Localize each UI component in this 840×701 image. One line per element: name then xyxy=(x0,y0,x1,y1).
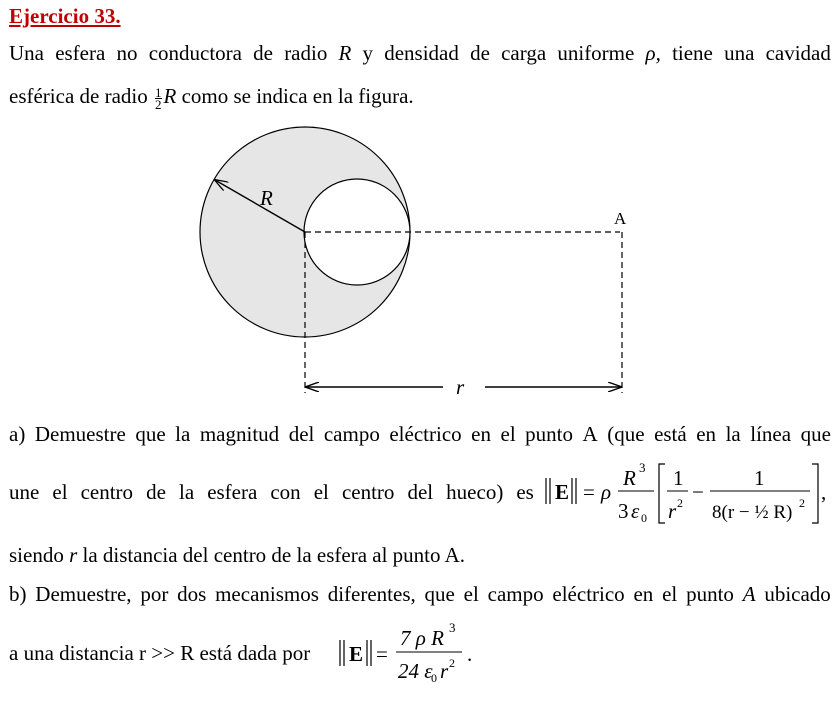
formula-a-R: R xyxy=(623,466,636,490)
part-b-line-2-text: a una distancia r >> R está dada por xyxy=(9,641,311,665)
intro-word: carga xyxy=(501,41,547,65)
part-a-word: con xyxy=(270,480,301,504)
part-b-word: ubicado xyxy=(764,582,831,606)
part-a-word: línea xyxy=(750,422,792,446)
formula-a-r-exp: 2 xyxy=(677,496,683,510)
part-b-word: Demuestre, xyxy=(35,582,132,606)
intro-word: Una xyxy=(9,41,44,65)
distance-variable: r xyxy=(69,543,78,567)
formula-a-eps: ε xyxy=(631,499,640,523)
intro-word: conductora xyxy=(148,41,242,65)
formula-a-R-exp: 3 xyxy=(639,460,646,475)
formula-b-den-r: r xyxy=(440,659,449,683)
intro-word: de xyxy=(253,41,273,65)
formula-a-minus: − xyxy=(692,480,704,504)
part-b-word: campo xyxy=(487,582,544,606)
part-b-word: el xyxy=(463,582,479,606)
intro-word: una xyxy=(724,41,755,65)
part-a-word: magnitud xyxy=(199,422,280,446)
formula-a-r: r xyxy=(668,499,677,523)
formula-a-eps-sub: 0 xyxy=(641,511,647,525)
part-a-word: del xyxy=(407,480,434,504)
formula-a-one1: 1 xyxy=(673,466,684,490)
part-b-word: mecanismos xyxy=(215,582,319,606)
formula-b-num-exp: 3 xyxy=(449,620,456,635)
intro-word: densidad xyxy=(384,41,459,65)
formula-b-period: . xyxy=(467,642,473,666)
part-a-word: Demuestre xyxy=(34,422,126,446)
part-a-line-3-start: siendo xyxy=(9,543,64,567)
formula-a-equals: = xyxy=(583,480,595,504)
part-a-word: está xyxy=(654,422,687,446)
label-r: r xyxy=(456,375,465,399)
formula-b-den-sub: 0 xyxy=(431,671,437,685)
part-a-word: el xyxy=(313,480,329,504)
radius-variable: R xyxy=(163,84,177,108)
formula-a-three: 3 xyxy=(618,499,629,523)
part-a-word: centro xyxy=(80,480,134,504)
part-b-word: por xyxy=(140,582,169,606)
part-a-word: (que xyxy=(607,422,645,446)
part-a-word: hueco) xyxy=(446,480,504,504)
intro-word: esfera xyxy=(55,41,106,65)
part-a-word: la xyxy=(725,422,741,446)
formula-a-den2-exp: 2 xyxy=(799,496,805,510)
intro-word: cavidad xyxy=(765,41,831,65)
formula-a-one2: 1 xyxy=(754,466,765,490)
formula-b-den: 24 ε xyxy=(398,659,433,683)
part-a-word: que xyxy=(800,422,831,446)
intro-word: de xyxy=(470,41,490,65)
intro-word: y xyxy=(362,41,374,65)
intro-word: ρ, xyxy=(645,41,661,65)
part-a-word: punto xyxy=(525,422,574,446)
intro-line-2-end: como se indica en la figura. xyxy=(181,84,414,108)
part-a-word: es xyxy=(516,480,534,504)
part-a-word: la xyxy=(175,422,191,446)
part-a-word: en xyxy=(471,422,491,446)
part-a-word: une xyxy=(9,480,40,504)
intro-word: uniforme xyxy=(557,41,635,65)
part-b-word: el xyxy=(662,582,678,606)
exercise-title: Ejercicio 33. xyxy=(9,4,121,28)
formula-a-den2: 8(r − ½ R) xyxy=(712,502,793,523)
formula-a-comma: , xyxy=(821,480,827,504)
part-b-word: eléctrico xyxy=(552,582,625,606)
part-b-word: A xyxy=(742,582,756,606)
part-b-word: punto xyxy=(686,582,734,606)
intro-word: radio xyxy=(284,41,328,65)
part-a-word: eléctrico xyxy=(389,422,462,446)
formula-b-equals: = xyxy=(376,642,388,666)
formula-b-E: E xyxy=(349,642,364,666)
part-a-word: A xyxy=(582,422,598,446)
part-b-word: que xyxy=(424,582,455,606)
intro-word: tiene xyxy=(672,41,713,65)
part-a-word: la xyxy=(178,480,195,504)
intro-word: R xyxy=(338,41,352,65)
formula-a-E: E xyxy=(555,480,570,504)
formula-a-rho: ρ xyxy=(601,480,612,504)
part-b-word: en xyxy=(633,582,654,606)
part-a-word: campo xyxy=(323,422,380,446)
part-a-word: el xyxy=(500,422,516,446)
formula-b-den-exp: 2 xyxy=(449,656,455,670)
part-b-word: diferentes, xyxy=(327,582,416,606)
fraction-denominator: 2 xyxy=(155,96,162,112)
part-a-word: centro xyxy=(341,480,395,504)
part-a-word: de xyxy=(146,480,166,504)
formula-b-num: 7 ρ R xyxy=(400,626,444,650)
part-a-line-3-text: la distancia del centro de la esfera al punto A. xyxy=(82,543,466,567)
label-A: A xyxy=(614,209,627,228)
part-b-word: dos xyxy=(177,582,207,606)
fraction-numerator: 1 xyxy=(155,84,162,100)
part-a-word: en xyxy=(696,422,717,446)
label-R: R xyxy=(260,186,273,210)
intro-line-2-start: esférica de radio xyxy=(9,84,148,108)
part-a-word: a) xyxy=(9,422,26,446)
intro-word: no xyxy=(116,41,138,65)
part-a-word: esfera xyxy=(207,480,258,504)
part-a-word: que xyxy=(135,422,166,446)
part-b-word: b) xyxy=(9,582,27,606)
part-a-word: el xyxy=(52,480,68,504)
part-a-word: del xyxy=(288,422,315,446)
